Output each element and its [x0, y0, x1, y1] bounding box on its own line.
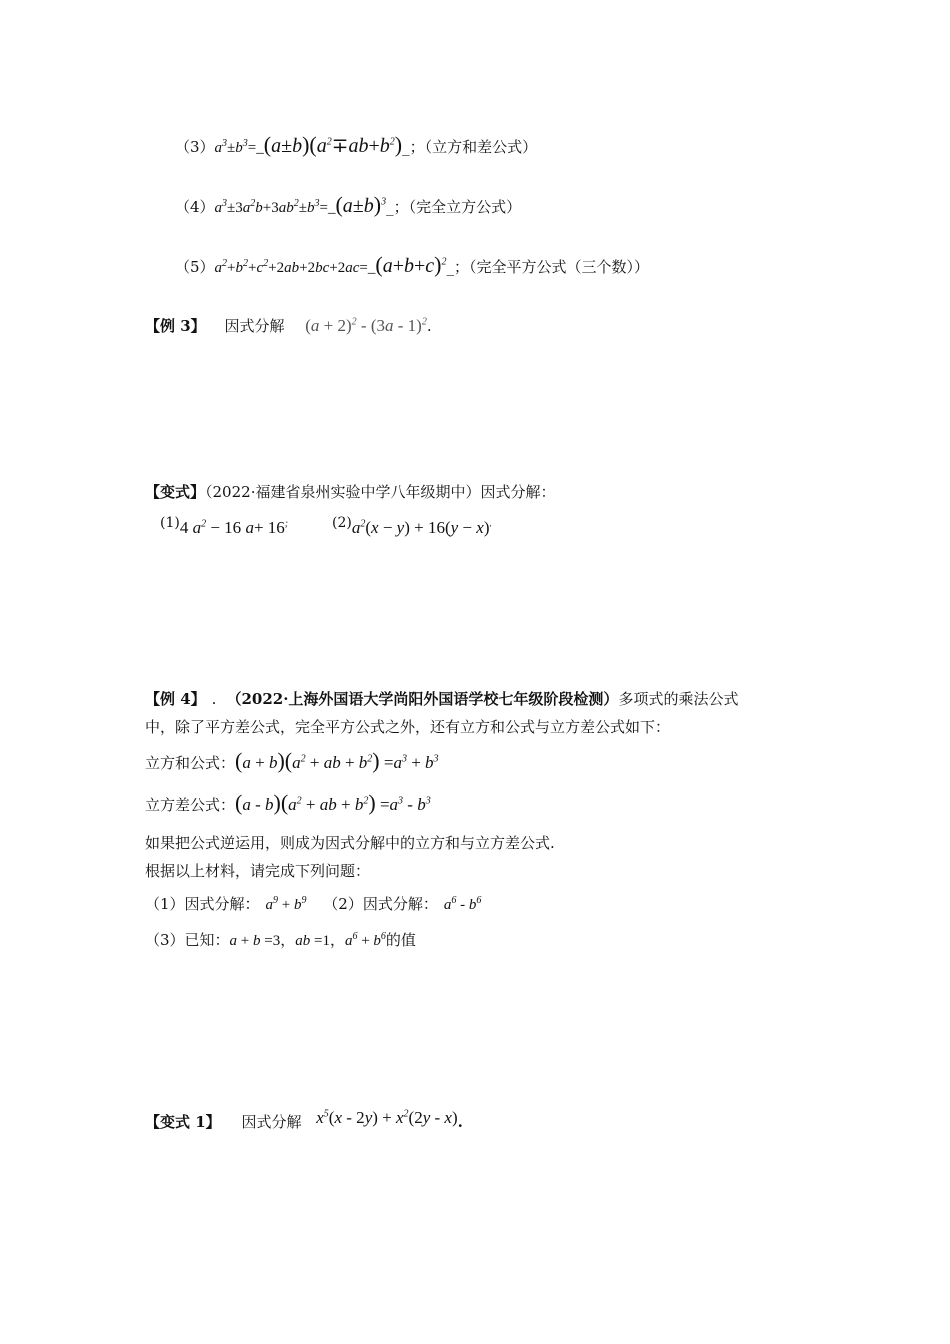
cube-diff-label: 立方差公式： — [145, 796, 236, 814]
variant-1: 【变式 1】 因式分解 $x^5(x - 2y) + x^2(2y - x)$. — [145, 1108, 463, 1131]
variant-0-problem-1 — [160, 517, 288, 540]
question-1-label: （1）因式分解： — [145, 895, 260, 913]
variant-0-text: （2022·福建省泉州实验中学八年级期中）因式分解： — [205, 483, 556, 501]
formula-5-lhs: $a^2+b^2+c^2+2ab+2bc+2ac=\_$ — [214, 258, 376, 276]
variant-0-p2-expression: $a^2(x - y) + 16(y - x)^.$ — [351, 518, 492, 537]
variant-0-problem-2 — [332, 517, 492, 540]
cube-diff-expression: $(a - b)(a^2$ + ab + $b^2) =a^3 - b^3$ — [235, 790, 431, 815]
cube-sum-formula — [145, 750, 439, 774]
formula-3-lhs: $a^3\pm b^3=\_$ — [214, 138, 264, 156]
formula-3-suffix: _；（立方和差公式） — [402, 138, 538, 156]
formula-5-suffix: _；（完全平方公式（三个数）） — [446, 258, 649, 276]
example-4-line-2: 中，除了平方差公式，完全平方公式之外，还有立方和公式与立方差公式如下： — [145, 718, 671, 736]
formula-4-number: （4） — [175, 198, 215, 216]
formula-3-answer: $(a\pm b)(a^2\mp ab+b^2)$ — [263, 132, 403, 157]
formula-4-answer: $(a\pm b)^3$ — [335, 192, 387, 217]
formula-3 — [175, 134, 537, 159]
example-4-material-line: 根据以上材料，请完成下列问题： — [145, 862, 371, 880]
example-4-line-1 — [145, 688, 738, 710]
formula-5-answer: $(a+b+c)^2$ — [375, 252, 447, 277]
formula-4-lhs: $a^3\pm 3a^2b+3ab^2\pm b^3=\_$ — [214, 198, 336, 216]
example-4-source: （2022·上海外国语大学尚阳外国语学校七年级阶段检测） — [226, 690, 619, 708]
variant-0 — [145, 481, 555, 503]
question-3-conditions: a + b =3，ab =1，$a^6 + b^6$ — [229, 931, 386, 949]
example-4-reverse-line: 如果把公式逆运用，则成为因式分解中的立方和与立方差公式. — [145, 834, 555, 852]
variant-0-p1-number: (1) — [160, 515, 180, 531]
formula-5-number: （5） — [175, 258, 215, 276]
variant-1-expression: $x^5(x - 2y) + x^2(2y - x)$ — [316, 1108, 458, 1127]
variant-0-p2-number: (2) — [332, 515, 352, 531]
formula-5 — [175, 254, 649, 279]
example-4-label: 【例 4】 — [145, 690, 206, 708]
example-3-label: 【例 3】 — [145, 317, 206, 335]
question-3-tail: 的值 — [385, 931, 416, 949]
question-1-expression: $a^9 + b^9$ — [265, 895, 307, 913]
question-2-label: （2）因式分解： — [323, 895, 438, 913]
question-2-expression: $a^6 - b^6$ — [443, 895, 482, 913]
example-3: 【例 3】 因式分解 $(a + 2)^2 - (3a - 1)^2$. — [145, 316, 432, 335]
variant-0-label: 【变式】 — [145, 483, 206, 501]
variant-0-p1-expression: 4 $a^2 - 16$ a+ 16; — [179, 518, 289, 537]
formula-4 — [175, 194, 521, 219]
example-3-expression: $(a + 2)^2 - (3a - 1)^2$ — [305, 316, 427, 335]
example-3-text: 因式分解 — [224, 317, 285, 335]
cube-sum-expression: $(a + b)(a^2$ + ab + $b^2) =a^3 + b^3$ — [235, 748, 439, 773]
cube-diff-formula — [145, 792, 431, 816]
example-4-line-1-tail: 多项式的乘法公式 — [618, 690, 739, 708]
example-4-question-3 — [145, 929, 416, 952]
example-4-dot: . — [211, 690, 217, 708]
example-4-questions-1-2 — [145, 893, 481, 916]
formula-3-number: （3） — [175, 138, 215, 156]
variant-1-text: 因式分解 — [241, 1113, 302, 1131]
variant-1-label: 【变式 1】 — [145, 1113, 221, 1131]
cube-sum-label: 立方和公式： — [145, 754, 236, 772]
question-3-label: （3）已知： — [145, 931, 230, 949]
formula-4-suffix: _；（完全立方公式） — [386, 198, 522, 216]
